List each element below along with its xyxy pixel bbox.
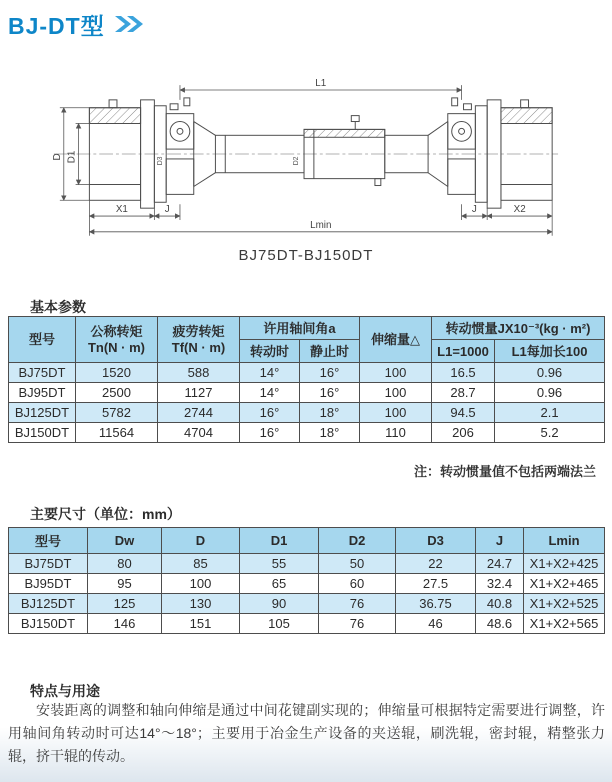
cell: 5782 bbox=[76, 403, 158, 423]
page-title: BJ-DT型 bbox=[8, 13, 105, 39]
dim-label-d1: D1 bbox=[66, 150, 78, 164]
table-row bbox=[9, 574, 605, 594]
header-line: 公称转矩 bbox=[90, 323, 143, 339]
cell: 24.7 bbox=[476, 554, 524, 574]
table-row bbox=[9, 423, 605, 443]
column-header-allow-angle: 许用轴间角a bbox=[240, 317, 360, 340]
cell: 14° bbox=[240, 363, 300, 383]
cell: 90 bbox=[240, 594, 319, 614]
section-title-basic-params: 基本参数 bbox=[30, 299, 86, 315]
column-header-l1-per-100: L1每加长100 bbox=[495, 340, 605, 363]
table-row bbox=[9, 383, 605, 403]
cell: 27.5 bbox=[396, 574, 476, 594]
column-header-static: 静止时 bbox=[300, 340, 360, 363]
cardan-shaft-figure bbox=[50, 70, 562, 240]
cell: 2500 bbox=[76, 383, 158, 403]
cell: 146 bbox=[88, 614, 162, 634]
cell-model: BJ150DT bbox=[9, 423, 76, 443]
cell: 22 bbox=[396, 554, 476, 574]
column-header-l1-1000: L1=1000 bbox=[432, 340, 495, 363]
cell: 65 bbox=[240, 574, 319, 594]
cell: 1127 bbox=[158, 383, 240, 403]
section-title-dimensions: 主要尺寸（单位：mm） bbox=[30, 506, 181, 522]
column-header-model: 型号 bbox=[9, 317, 76, 363]
cell: 16° bbox=[240, 403, 300, 423]
cell-model: BJ75DT bbox=[9, 363, 76, 383]
basic-params-table bbox=[8, 316, 605, 443]
cell: 80 bbox=[88, 554, 162, 574]
dim-label-j-right: J bbox=[471, 204, 477, 216]
cell-model: BJ75DT bbox=[9, 554, 88, 574]
cell: 16° bbox=[300, 363, 360, 383]
cell: 18° bbox=[300, 403, 360, 423]
cell: X1+X2+565 bbox=[524, 614, 605, 634]
cell: X1+X2+465 bbox=[524, 574, 605, 594]
shaft-technical-drawing bbox=[50, 70, 562, 240]
cell: 2744 bbox=[158, 403, 240, 423]
cell-model: BJ125DT bbox=[9, 594, 88, 614]
column-header: D bbox=[162, 528, 240, 554]
cell: 5.2 bbox=[495, 423, 605, 443]
header-line: Tf(N · m) bbox=[171, 339, 226, 355]
column-header-inertia: 转动惯量JX10⁻³(kg · m²) bbox=[432, 317, 605, 340]
cell: 85 bbox=[162, 554, 240, 574]
table-row bbox=[9, 363, 605, 383]
cell-model: BJ150DT bbox=[9, 614, 88, 634]
cell: 100 bbox=[360, 383, 432, 403]
dim-label-d: D bbox=[51, 153, 63, 161]
figure-caption: BJ75DT-BJ150DT bbox=[238, 247, 374, 264]
cell: 130 bbox=[162, 594, 240, 614]
cell: 50 bbox=[319, 554, 396, 574]
dim-label-l1: L1 bbox=[315, 78, 327, 90]
cell: 76 bbox=[319, 594, 396, 614]
cell: 60 bbox=[319, 574, 396, 594]
cell: 2.1 bbox=[495, 403, 605, 423]
cell: 100 bbox=[360, 403, 432, 423]
page-header bbox=[8, 8, 143, 41]
cell: 125 bbox=[88, 594, 162, 614]
table-header-row bbox=[9, 317, 605, 340]
cell: 32.4 bbox=[476, 574, 524, 594]
cell-model: BJ95DT bbox=[9, 383, 76, 403]
inertia-note: 注：转动惯量值不包括两端法兰 bbox=[413, 464, 596, 479]
column-header-fatigue-torque bbox=[158, 317, 240, 363]
cell: 55 bbox=[240, 554, 319, 574]
cell: 151 bbox=[162, 614, 240, 634]
cell: 48.6 bbox=[476, 614, 524, 634]
cell: 95 bbox=[88, 574, 162, 594]
column-header: Lmin bbox=[524, 528, 605, 554]
column-header-extension: 伸缩量△ bbox=[360, 317, 432, 363]
table-row bbox=[9, 554, 605, 574]
table-header-row bbox=[9, 528, 605, 554]
cell: 16° bbox=[300, 383, 360, 403]
cell: 94.5 bbox=[432, 403, 495, 423]
table-row bbox=[9, 594, 605, 614]
cell: 1520 bbox=[76, 363, 158, 383]
cell: 18° bbox=[300, 423, 360, 443]
cell: 46 bbox=[396, 614, 476, 634]
cell: X1+X2+425 bbox=[524, 554, 605, 574]
column-header: Dw bbox=[88, 528, 162, 554]
cell: 14° bbox=[240, 383, 300, 403]
dim-label-x1: X1 bbox=[115, 204, 128, 216]
cell: 100 bbox=[162, 574, 240, 594]
column-header: D3 bbox=[396, 528, 476, 554]
dimensions-table bbox=[8, 527, 605, 634]
column-header: D2 bbox=[319, 528, 396, 554]
dim-label-j-left: J bbox=[164, 204, 170, 216]
cell: 16.5 bbox=[432, 363, 495, 383]
dim-label-lmin: Lmin bbox=[310, 219, 332, 231]
cell: 11564 bbox=[76, 423, 158, 443]
dim-label-d3: D3 bbox=[157, 156, 165, 166]
cell: 0.96 bbox=[495, 383, 605, 403]
cell: 4704 bbox=[158, 423, 240, 443]
header-line: 疲劳转矩 bbox=[172, 323, 225, 339]
table-row bbox=[9, 403, 605, 423]
column-header-nominal-torque bbox=[76, 317, 158, 363]
cell: 28.7 bbox=[432, 383, 495, 403]
features-paragraph: 安装距离的调整和轴向伸缩是通过中间花键副实现的；伸缩量可根据特定需要进行调整，许用轴间角转动时可达14°～18°；主要用于冶金生产设备的夹送辊，刷洗辊，密封辊，精整张力辊，挤干辊的传动。 bbox=[8, 702, 605, 764]
table-row bbox=[9, 614, 605, 634]
cell: 100 bbox=[360, 363, 432, 383]
cell: 76 bbox=[319, 614, 396, 634]
cell: 36.75 bbox=[396, 594, 476, 614]
cell: 588 bbox=[158, 363, 240, 383]
cell: 0.96 bbox=[495, 363, 605, 383]
column-header: 型号 bbox=[9, 528, 88, 554]
cell: 206 bbox=[432, 423, 495, 443]
cell-model: BJ95DT bbox=[9, 574, 88, 594]
cell: 110 bbox=[360, 423, 432, 443]
column-header: D1 bbox=[240, 528, 319, 554]
cell-model: BJ125DT bbox=[9, 403, 76, 423]
double-chevron-icon bbox=[113, 15, 143, 38]
cell: 105 bbox=[240, 614, 319, 634]
cell: X1+X2+525 bbox=[524, 594, 605, 614]
cell: 40.8 bbox=[476, 594, 524, 614]
section-title-features: 特点与用途 bbox=[30, 683, 100, 699]
column-header: J bbox=[476, 528, 524, 554]
header-line: Tn(N · m) bbox=[87, 339, 146, 355]
dim-label-x2: X2 bbox=[513, 204, 526, 216]
cell: 16° bbox=[240, 423, 300, 443]
dim-label-d2: D2 bbox=[293, 156, 301, 166]
column-header-rotating: 转动时 bbox=[240, 340, 300, 363]
